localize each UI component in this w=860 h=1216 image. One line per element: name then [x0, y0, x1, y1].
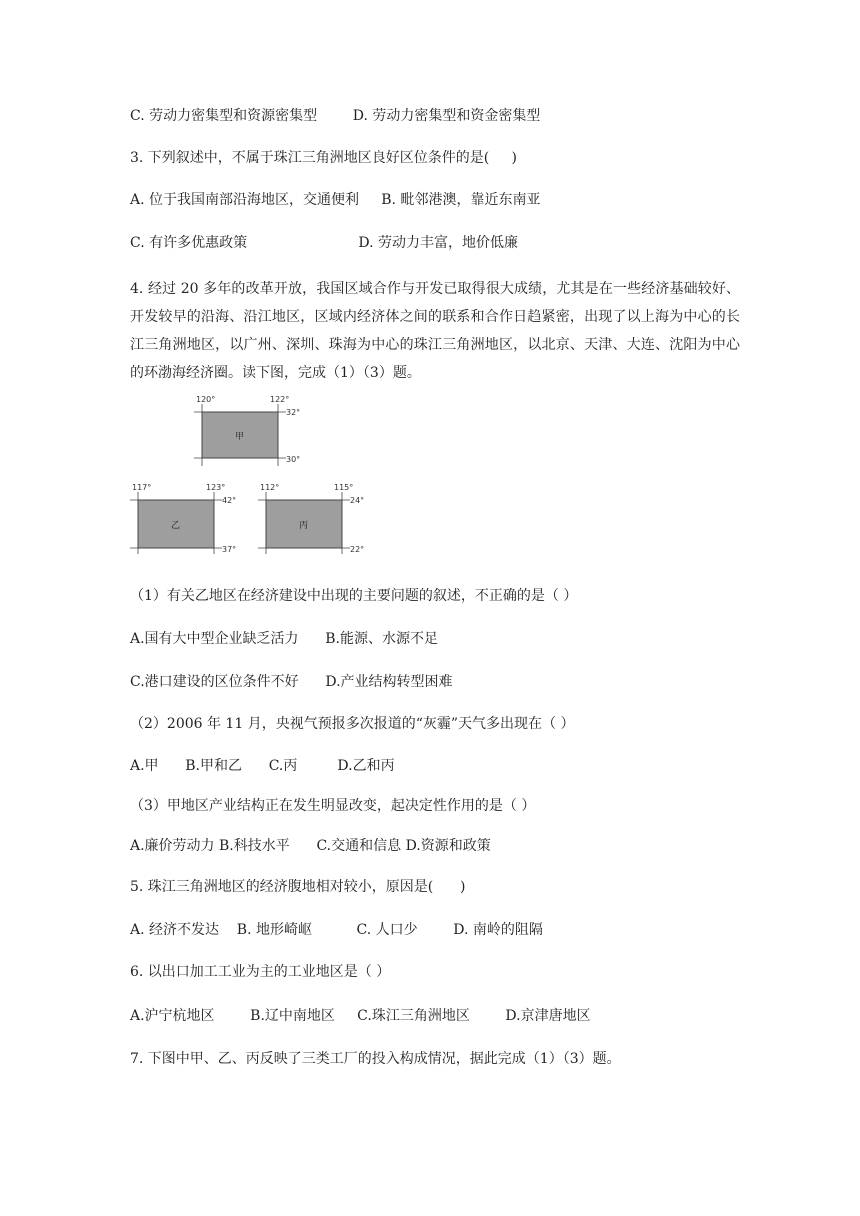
jia-lon-left: 120°	[196, 395, 216, 404]
question-4-2: （2）2006 年 11 月，央视气预报多次报道的“灰霾”天气多出现在（ ）	[130, 716, 575, 732]
region-jia	[194, 395, 300, 466]
region-map-figure	[120, 388, 380, 558]
question-3: 3. 下列叙述中，不属于珠江三角洲地区良好区位条件的是( )	[130, 150, 517, 166]
bing-label: 丙	[299, 521, 309, 531]
option-line-q3-cd: C. 有许多优惠政策 D. 劳动力丰富，地价低廉	[130, 235, 518, 251]
question-7: 7. 下图中甲、乙、丙反映了三类工厂的投入构成情况，据此完成（1）（3）题。	[130, 1051, 621, 1067]
question-4-3: （3）甲地区产业结构正在发生明显改变，起决定性作用的是（ ）	[130, 798, 536, 814]
option-line-q6: A.沪宁杭地区 B.辽中南地区 C.珠江三角洲地区 D.京津唐地区	[130, 1008, 591, 1024]
yi-lat-bottom: 37°	[222, 545, 237, 554]
yi-lon-right: 123°	[206, 483, 226, 492]
option-line-q4-3: A.廉价劳动力 B.科技水平 C.交通和信息 D.资源和政策	[130, 838, 491, 854]
region-yi	[130, 483, 236, 554]
option-line-q2-cd: C. 劳动力密集型和资源密集型 D. 劳动力密集型和资金密集型	[130, 108, 541, 124]
bing-lat-top: 24°	[350, 496, 365, 505]
question-6: 6. 以出口加工工业为主的工业地区是（ ）	[130, 964, 391, 980]
option-line-q3-ab: A. 位于我国南部沿海地区，交通便利 B. 毗邻港澳，靠近东南亚	[130, 192, 541, 208]
bing-lon-right: 115°	[334, 483, 354, 492]
option-line-q4-2: A.甲 B.甲和乙 C.丙 D.乙和丙	[130, 758, 395, 774]
question-5: 5. 珠江三角洲地区的经济腹地相对较小，原因是( )	[130, 879, 466, 895]
bing-lat-bottom: 22°	[350, 545, 365, 554]
question-4: 4. 经过 20 多年的改革开放，我国区域合作与开发已取得很大成绩，尤其是在一些经济基础较好、开发较早的沿海、沿江地区，区域内经济体之间的联系和合作日趋紧密，出现了以上海为中心的长江三角洲地区，以广州、深圳、珠海为中心的珠江三角洲地区，以北京、天津、大连、沈阳为中心的环渤海经济圈。读下图，完成（1）（3）题。	[130, 281, 740, 381]
yi-lon-left: 117°	[132, 483, 152, 492]
jia-lon-right: 122°	[270, 395, 290, 404]
option-line-q5: A. 经济不发达 B. 地形崎岖 C. 人口少 D. 南岭的阻隔	[130, 922, 543, 938]
yi-lat-top: 42°	[222, 496, 237, 505]
option-line-q4-1-cd: C.港口建设的区位条件不好 D.产业结构转型困难	[130, 674, 453, 690]
region-bing	[258, 483, 364, 554]
jia-label: 甲	[235, 432, 245, 442]
jia-lat-bottom: 30°	[286, 455, 301, 464]
yi-label: 乙	[171, 521, 181, 531]
question-4-1: （1）有关乙地区在经济建设中出现的主要问题的叙述，不正确的是（ ）	[130, 588, 578, 604]
jia-lat-top: 32°	[286, 408, 301, 417]
option-line-q4-1-ab: A.国有大中型企业缺乏活力 B.能源、水源不足	[130, 631, 438, 647]
bing-lon-left: 112°	[260, 483, 280, 492]
region-boxes-diagram	[120, 388, 380, 558]
